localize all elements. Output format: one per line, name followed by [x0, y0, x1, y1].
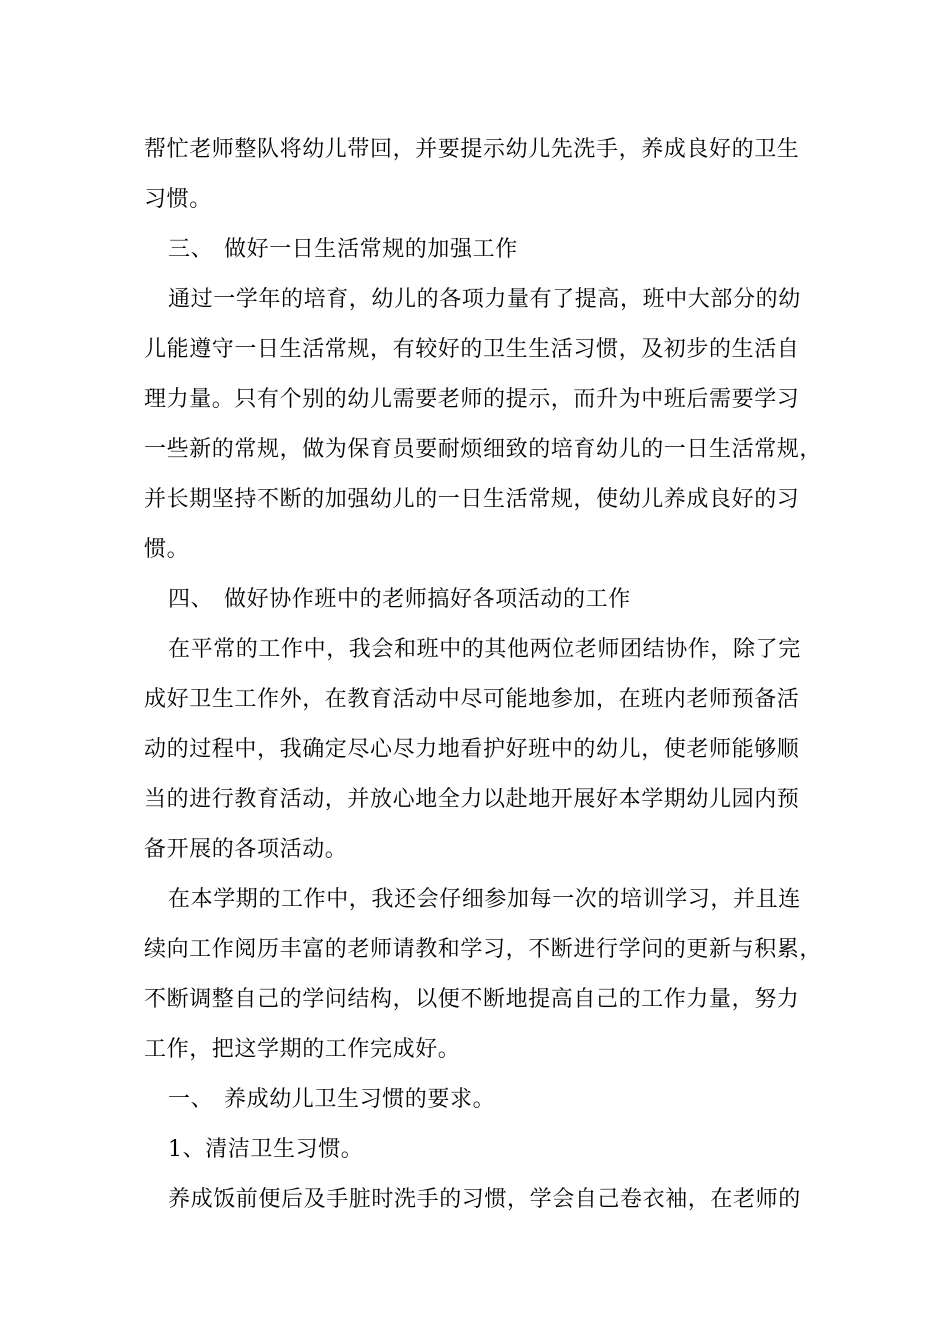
paragraph-line: 养成饭前便后及手脏时洗手的习惯，学会自己卷衣袖，在老师的 — [168, 1187, 801, 1212]
heading-number: 三、 — [168, 237, 214, 262]
paragraph-line: 当的进行教育活动，并放心地全力以赴地开展好本学期幼儿园内预 — [144, 787, 800, 812]
paragraph-line: 通过一学年的培育，幼儿的各项力量有了提高，班中大部分的幼 — [168, 287, 801, 312]
paragraph-line: 儿能遵守一日生活常规，有较好的卫生生活习惯，及初步的生活自 — [144, 337, 800, 362]
paragraph-line: 帮忙老师整队将幼儿带回，并要提示幼儿先洗手，养成良好的卫生 — [144, 137, 800, 162]
paragraph-line: 在本学期的工作中，我还会仔细参加每一次的培训学习，并且连 — [168, 887, 801, 912]
heading-text: 做好一日生活常规的加强工作 — [224, 237, 518, 262]
paragraph-line: 并长期坚持不断的加强幼儿的一日生活常规，使幼儿养成良好的习 — [144, 487, 800, 512]
heading-text: 做好协作班中的老师搞好各项活动的工作 — [224, 587, 631, 612]
paragraph-line: 理力量。只有个别的幼儿需要老师的提示，而升为中班后需要学习 — [144, 387, 800, 412]
heading-number: 一、 — [168, 1087, 214, 1112]
heading-text: 养成幼儿卫生习惯的要求。 — [224, 1087, 496, 1112]
paragraph-line: 习惯。 — [144, 187, 212, 212]
paragraph-line: 工作，把这学期的工作完成好。 — [144, 1037, 461, 1062]
paragraph-line: 成好卫生工作外，在教育活动中尽可能地参加，在班内老师预备活 — [144, 687, 800, 712]
paragraph-line: 续向工作阅历丰富的老师请教和学习，不断进行学问的更新与积累， — [144, 937, 823, 962]
section-heading-4 — [168, 575, 631, 625]
paragraph-line: 动的过程中，我确定尽心尽力地看护好班中的幼儿，使老师能够顺 — [144, 737, 800, 762]
paragraph-line: 惯。 — [144, 537, 190, 562]
subheading-line: 1、清洁卫生习惯。 — [168, 1137, 364, 1162]
paragraph-line: 不断调整自己的学问结构，以便不断地提高自己的工作力量，努力 — [144, 987, 800, 1012]
paragraph-line: 备开展的各项活动。 — [144, 837, 348, 862]
paragraph-line: 一些新的常规，做为保育员要耐烦细致的培育幼儿的一日生活常规， — [144, 437, 823, 462]
section-heading-1 — [168, 1075, 495, 1125]
paragraph-line: 在平常的工作中，我会和班中的其他两位老师团结协作，除了完 — [168, 637, 801, 662]
heading-number: 四、 — [168, 587, 214, 612]
section-heading-3 — [168, 225, 518, 275]
